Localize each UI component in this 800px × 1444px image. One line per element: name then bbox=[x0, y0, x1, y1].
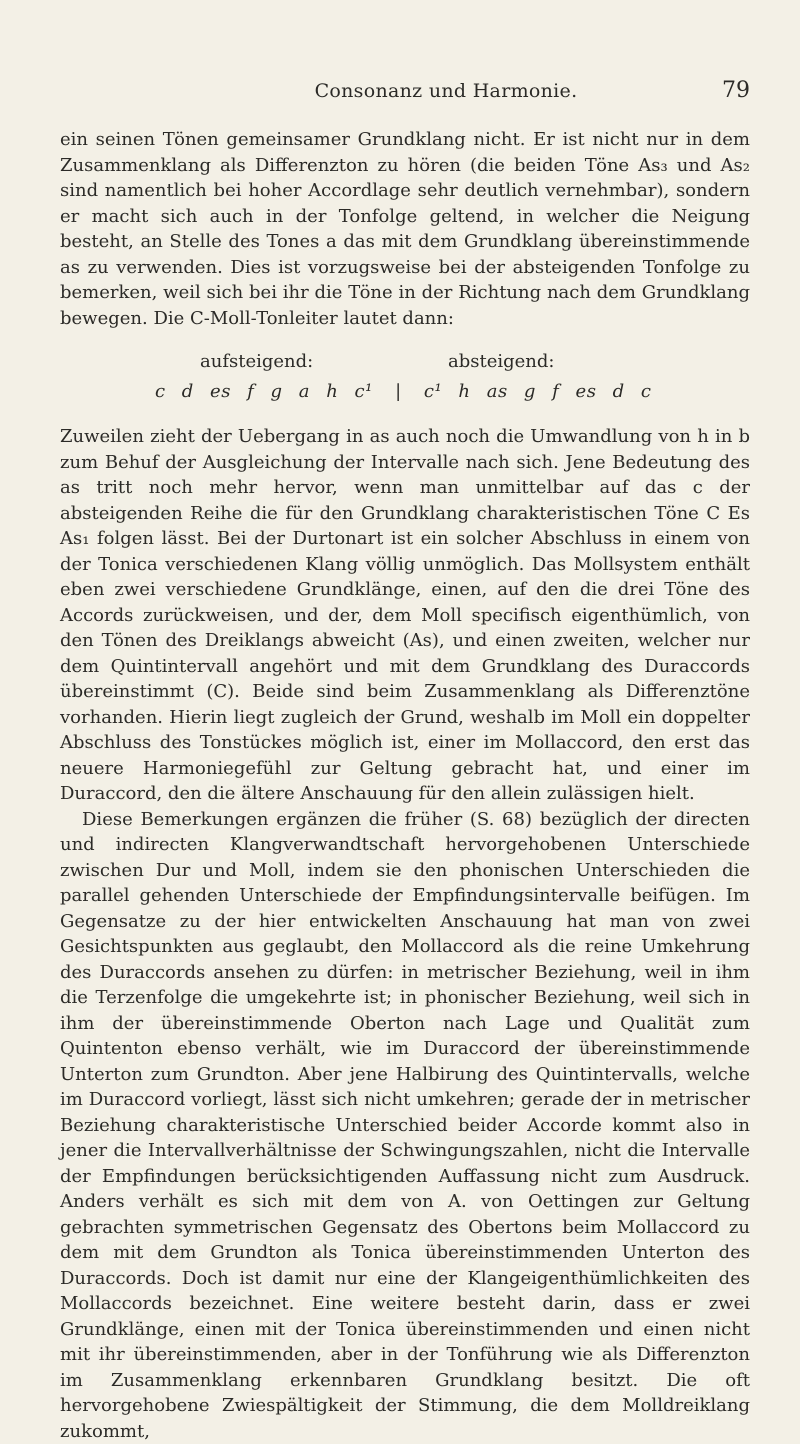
paragraph-2: Zuweilen zieht der Uebergang in as auch noch die Umwandlung von h in b zum Behuf der Ausgleichung der Intervalle nach sich. Jene Bedeutung des as tritt noch mehr hervor, wenn man unmittelbar auf das c der absteigenden Reihe die für den Grundklang charakteristischen Töne C Es As₁ folgen lässt. Bei der Durtonart ist ein solcher Abschluss in einem von der Tonica verschiedenen Klang völlig unmöglich. Das Mollsystem enthält eben zwei verschiedene Grundklänge, einen, auf den die drei Töne des Accords zurückweisen, und der, dem Moll specifisch eigenthümlich, von den Tönen des Dreiklangs abweicht (As), und einen zweiten, welcher nur dem Quintintervall angehört und mit dem Grundklang des Duraccords übereinstimmt (C). Beide sind beim Zusammenklang als Differenztöne vorhanden. Hierin liegt zugleich der Grund, weshalb im Moll ein doppelter Abschluss des Tonstückes möglich ist, einer im Mollaccord, den erst das neuere Harmoniegefühl zur Geltung gebracht hat, und einer im Duraccord, den die ältere Anschauung für den allein zulässigen hielt. bbox=[60, 424, 750, 807]
body-text bbox=[60, 127, 750, 1444]
ascending-label: aufsteigend: bbox=[200, 349, 448, 375]
scale-example bbox=[60, 349, 750, 404]
descending-notes: c¹ h as g f es d c bbox=[424, 381, 652, 402]
descending-label: absteigend: bbox=[448, 349, 555, 375]
running-header bbox=[60, 78, 750, 103]
scale-notes bbox=[60, 379, 750, 405]
scale-labels bbox=[60, 349, 750, 375]
running-title: Consonanz und Harmonie. bbox=[60, 80, 722, 102]
paragraph-1: ein seinen Tönen gemeinsamer Grundklang nicht. Er ist nicht nur in dem Zusammenklang als Differenzton zu hören (die beiden Töne As₃ und As₂ sind namentlich bei hoher Accordlage sehr deutlich vernehmbar), sondern er macht sich auch in der Tonfolge geltend, in welcher die Neigung besteht, an Stelle des Tones a das mit dem Grundklang übereinstimmende as zu verwenden. Dies ist vorzugsweise bei der absteigenden Tonfolge zu bemerken, weil sich bei ihr die Töne in der Richtung nach dem Grundklang bewegen. Die C-Moll-Tonleiter lautet dann: bbox=[60, 127, 750, 331]
page-number: 79 bbox=[722, 78, 750, 103]
ascending-notes: c d es f g a h c¹ bbox=[155, 381, 373, 402]
scale-separator: | bbox=[389, 381, 408, 402]
paragraph-3: Diese Bemerkungen ergänzen die früher (S. 68) bezüglich der directen und indirecten Klangverwandtschaft hervorgehobenen Unterschiede zwischen Dur und Moll, indem sie den phonischen Unterschieden die parallel gehenden Unterschiede der Empfindungsintervalle beifügen. Im Gegensatze zu der hier entwickelten Anschauung hat man von zwei Gesichtspunkten aus geglaubt, den Mollaccord als die reine Umkehrung des Duraccords ansehen zu dürfen: in metrischer Beziehung, weil in ihm die Terzenfolge die umgekehrte ist; in phonischer Beziehung, weil sich in ihm der übereinstimmende Oberton nach Lage und Qualität zum Quintenton ebenso verhält, wie im Duraccord der übereinstimmende Unterton zum Grundton. Aber jene Halbirung des Quintintervalls, welche im Duraccord vorliegt, lässt sich nicht umkehren; gerade der in metrischer Beziehung charakteristische Unterschied beider Accorde kommt also in jener die Intervallverhältnisse der Schwingungszahlen, nicht die Intervalle der Empfindungen berücksichtigenden Auffassung nicht zum Ausdruck. Anders verhält es sich mit dem von A. von Oettingen zur Geltung gebrachten symmetrischen Gegensatz des Obertons beim Mollaccord zu dem mit dem Grundton als Tonica übereinstimmenden Unterton des Duraccords. Doch ist damit nur eine der Klangeigenthümlichkeiten des Mollaccords bezeichnet. Eine weitere besteht darin, dass er zwei Grundklänge, einen mit der Tonica übereinstimmenden und einen nicht mit ihr übereinstimmenden, aber in der Tonführung wie als Differenzton im Zusammenklang erkennbaren Grundklang besitzt. Die oft hervorgehobene Zwiespältigkeit der Stimmung, die dem Molldreiklang zukommt, bbox=[60, 807, 750, 1444]
